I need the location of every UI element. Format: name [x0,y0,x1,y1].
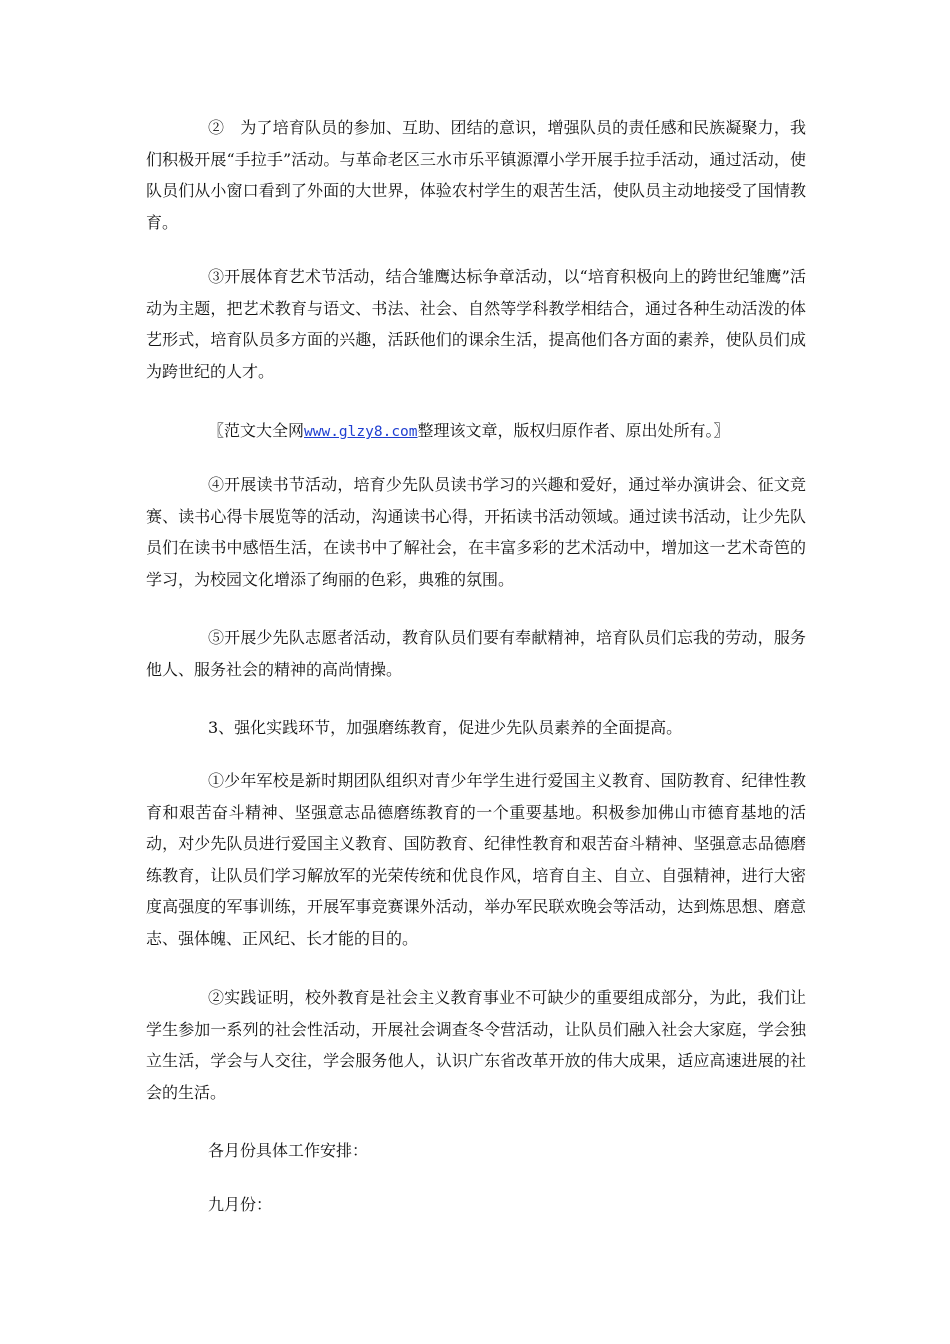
paragraph-hand-in-hand: ② 为了培育队员的参加、互助、团结的意识，增强队员的责任感和民族凝聚力，我们积极开展“手拉手”活动。与革命老区三水市乐平镇源潭小学开展手拉手活动，通过活动，使队员们从小窗口看到了外面的大世界，体验农村学生的艰苦生活，使队员主动地接受了国情教育。 [146,118,806,232]
source-notice-suffix: 整理该文章，版权归原作者、原出处所有。〗 [417,421,730,440]
source-notice-prefix: 〖范文大全网 [208,421,305,440]
section-heading-practice: 3、强化实践环节，加强磨练教育，促进少先队员素养的全面提高。 [208,718,683,737]
paragraph-volunteer: ⑤开展少先队志愿者活动，教育队员们要有奉献精神，培育队员们忘我的劳动，服务他人、服务社会的精神的高尚情操。 [146,628,806,679]
paragraph-reading-festival: ④开展读书节活动，培育少先队员读书学习的兴趣和爱好，通过举办演讲会、征文竞赛、读书心得卡展览等的活动，沟通读书心得，开拓读书活动领域。通过读书活动，让少先队员们在读书中感悟生活，在读书中了解社会，在丰富多彩的艺术活动中，增加这一艺术奇笆的学习，为校园文化增添了绚丽的色彩，典雅的氛围。 [146,475,806,589]
paragraph-youth-military-school: ①少年军校是新时期团队组织对青少年学生进行爱国主义教育、国防教育、纪律性教育和艰苦奋斗精神、坚强意志品德磨练教育的一个重要基地。积极参加佛山市德育基地的活动，对少先队员进行爱国主义教育、国防教育、纪律性教育和艰苦奋斗精神、坚强意志品德磨练教育，让队员们学习解放军的光荣传统和优良作风，培育自主、自立、自强精神，进行大密度高强度的军事训练，开展军事竞赛课外活动，举办军民联欢晚会等活动，达到炼思想、磨意志、强体魄、正风纪、长才能的目的。 [146,771,806,948]
paragraph-practice-proof: ②实践证明，校外教育是社会主义教育事业不可缺少的重要组成部分，为此，我们让学生参加一系列的社会性活动，开展社会调查冬令营活动，让队员们融入社会大家庭，学会独立生活，学会与人交往，学会服务他人，认识广东省改革开放的伟大成果，适应高速进展的社会的生活。 [146,988,806,1102]
monthly-schedule-heading: 各月份具体工作安排： [208,1141,369,1160]
source-link[interactable]: www.glzy8.com [304,424,418,440]
paragraph-arts-festival: ③开展体育艺术节活动，结合雏鹰达标争章活动，以“培育积极向上的跨世纪雏鹰”活动为主题，把艺术教育与语文、书法、社会、自然等学科教学相结合，通过各种生动活泼的体艺形式，培育队员多方面的兴趣，活跃他们的课余生活，提高他们各方面的素养，使队员们成为跨世纪的人才。 [146,267,806,381]
source-notice [208,415,730,449]
september-heading: 九月份： [208,1195,273,1214]
